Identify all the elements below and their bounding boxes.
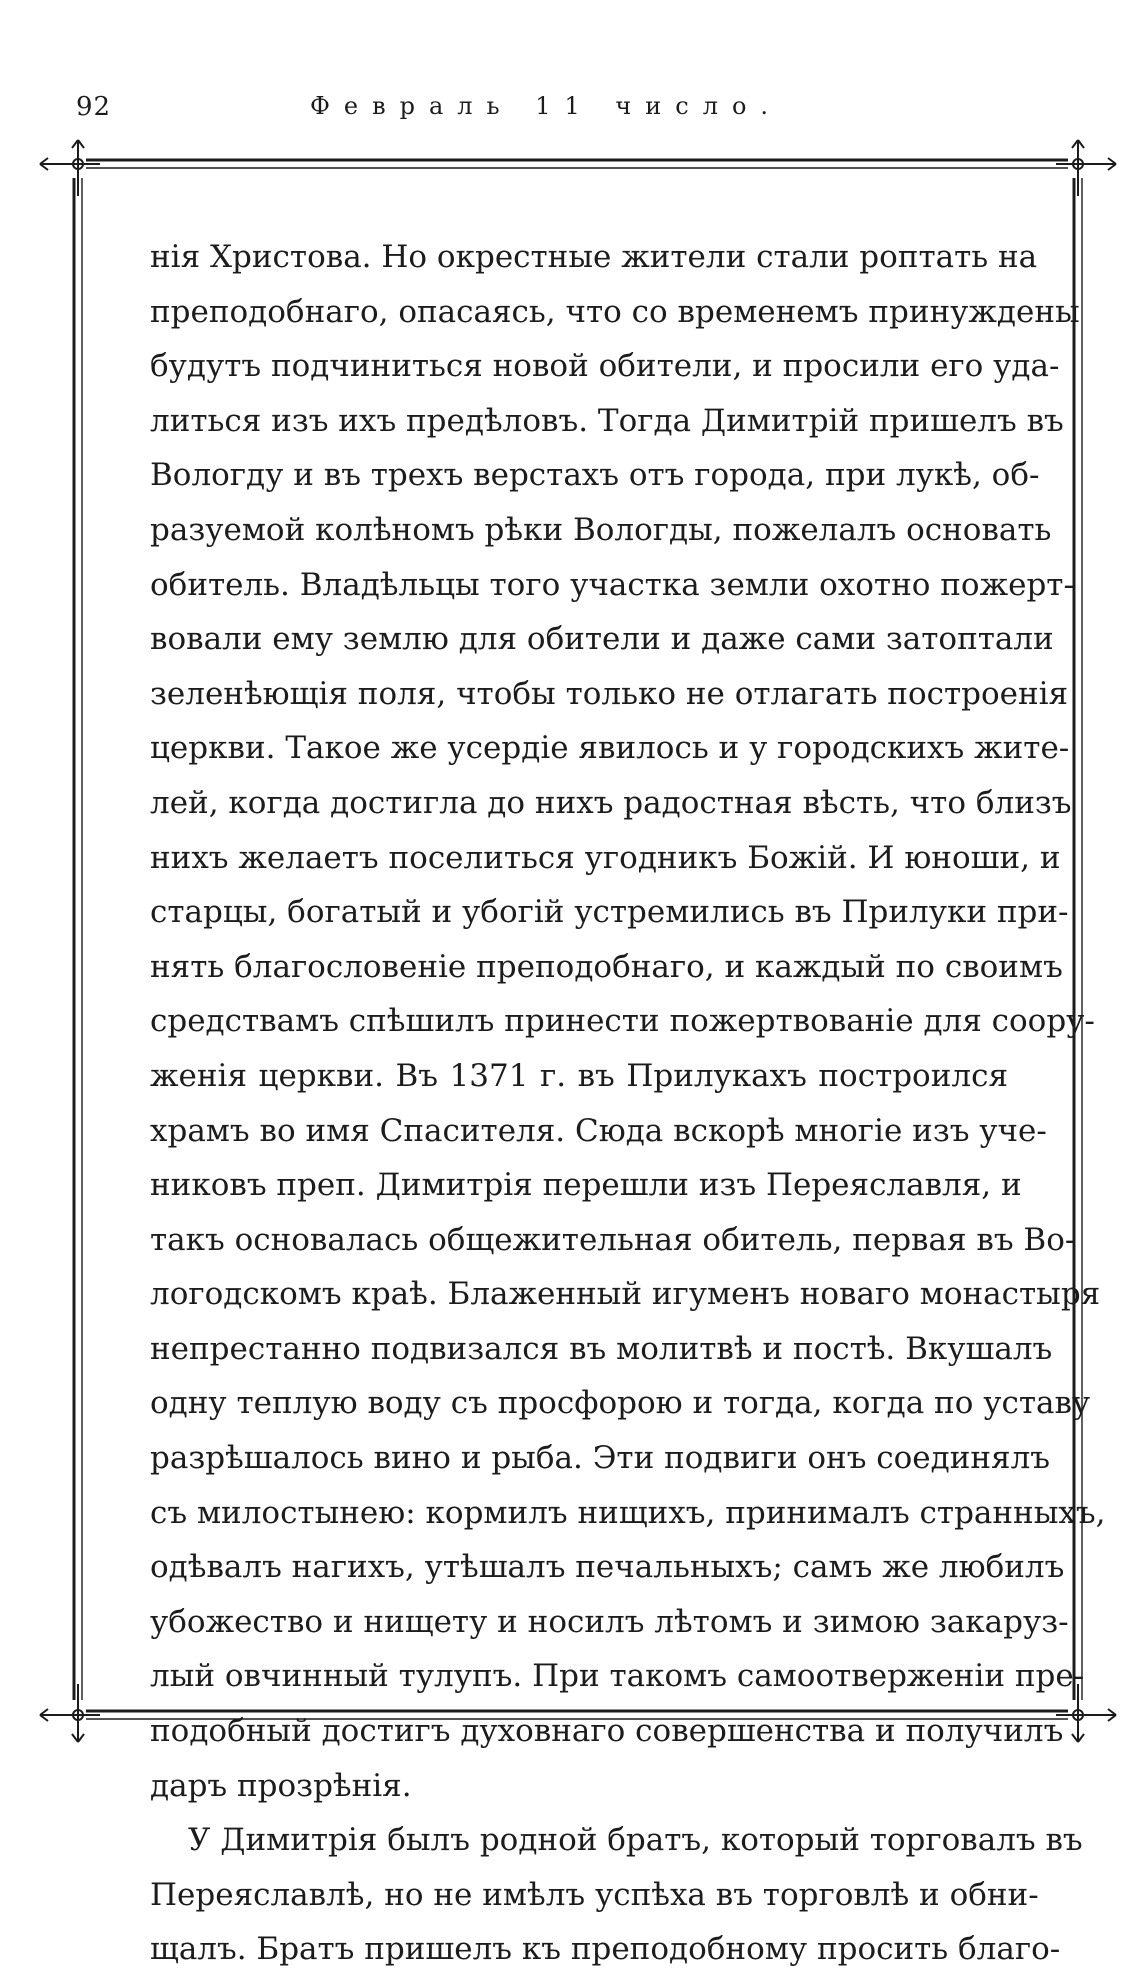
- body-text: [150, 230, 1106, 1977]
- text-line: лый овчинный тулупъ. При такомъ самоотверженіи пре-: [150, 1658, 1085, 1695]
- text-line: нихъ желаетъ поселиться угодникъ Божій. И юноши, и: [150, 839, 1061, 876]
- text-line: разрѣшалось вино и рыба. Эти подвиги онъ соединялъ: [150, 1440, 1051, 1477]
- text-line: литься изъ ихъ предѣловъ. Тогда Димитрій пришелъ въ: [150, 402, 1064, 439]
- text-line: вовали ему землю для обители и даже сами затоптали: [150, 621, 1054, 658]
- text-line: Вологду и въ трехъ верстахъ отъ города, при лукѣ, об-: [150, 457, 1040, 494]
- text-line: съ милостынею: кормилъ нищихъ, принималъ странныхъ,: [150, 1494, 1106, 1531]
- text-line: старцы, богатый и убогій устремились въ Прилуки при-: [150, 894, 1069, 931]
- page-number: 92: [76, 92, 112, 122]
- text-line: женія церкви. Въ 1371 г. въ Прилукахъ построился: [150, 1057, 1008, 1094]
- text-line: подобный достигъ духовнаго совершенства и получилъ: [150, 1713, 1064, 1750]
- text-line: преподобнаго, опасаясь, что со временемъ принуждены: [150, 293, 1080, 330]
- text-line: лей, когда достигла до нихъ радостная вѣсть, что близъ: [150, 784, 1072, 821]
- text-line: убожество и нищету и носилъ лѣтомъ и зимою закаруз-: [150, 1603, 1069, 1640]
- text-line: церкви. Такое же усердіе явилось и у городскихъ жите-: [150, 730, 1070, 767]
- text-line: нять благословеніе преподобнаго, и каждый по своимъ: [150, 948, 1063, 985]
- text-line: У Димитрія былъ родной братъ, который торговалъ въ: [188, 1822, 1083, 1859]
- corner-ornament-bottom-left: [40, 1684, 100, 1742]
- text-line: никовъ преп. Димитрія перешли изъ Переяславля, и: [150, 1167, 1022, 1204]
- text-line: средствамъ спѣшилъ принести пожертвованіе для соору-: [150, 1003, 1095, 1040]
- text-line: логодскомъ краѣ. Блаженный игуменъ новаго монастыря: [150, 1276, 1101, 1313]
- text-line: храмъ во имя Спасителя. Сюда вскорѣ многіе изъ уче-: [150, 1112, 1047, 1149]
- text-line: Переяславлѣ, но не имѣлъ успѣха въ торговлѣ и обни-: [150, 1876, 1039, 1913]
- text-line: нія Христова. Но окрестные жители стали роптать на: [150, 239, 1038, 275]
- text-line: одѣвалъ нагихъ, утѣшалъ печальныхъ; самъ же любилъ: [150, 1549, 1065, 1586]
- running-head: Февраль 11 число.: [310, 92, 783, 120]
- text-line: непрестанно подвизался въ молитвѣ и постѣ. Вкушалъ: [150, 1330, 1053, 1367]
- text-line: обитель. Владѣльцы того участка земли охотно пожерт-: [150, 566, 1074, 603]
- text-line: щалъ. Братъ пришелъ къ преподобному просить благо-: [150, 1931, 1061, 1968]
- text-line: зеленѣющія поля, чтобы только не отлагать построенія: [150, 675, 1069, 712]
- text-line: будутъ подчиниться новой обители, и просили его уда-: [150, 348, 1060, 385]
- text-line: разуемой колѣномъ рѣки Вологды, пожелалъ основать: [150, 511, 1052, 548]
- text-line: даръ прозрѣнія.: [150, 1767, 412, 1804]
- text-line: одну теплую воду съ просфорою и тогда, когда по уставу: [150, 1385, 1091, 1422]
- text-line: такъ основалась общежительная обитель, первая въ Во-: [150, 1221, 1076, 1258]
